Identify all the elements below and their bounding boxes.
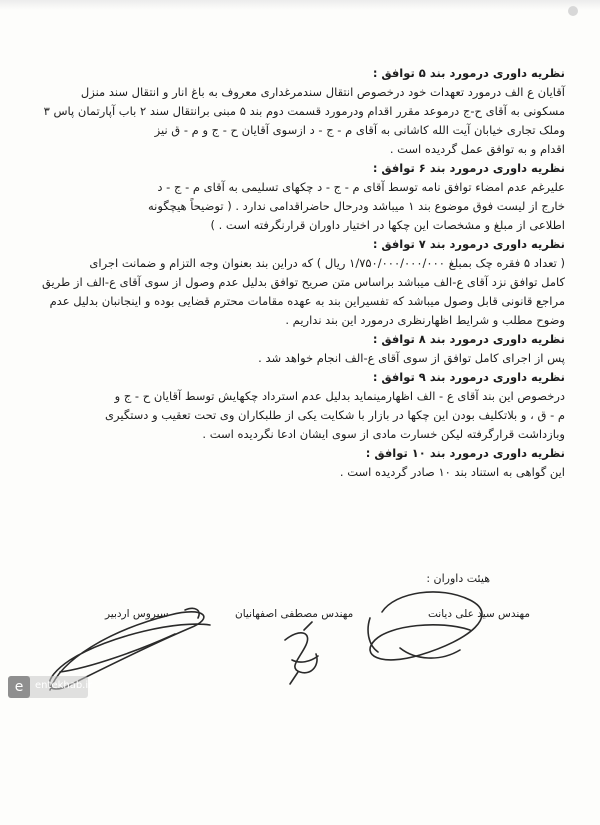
text-line: ( تعداد ۵ فقره چک بمبلغ ۱/۷۵۰/۰۰۰/۰۰۰/۰۰۰ ریال ) که دراین بند بعنوان وجه التزام و ضمانت اجرای [89, 256, 565, 270]
signature-middle [285, 622, 318, 684]
text-line: مسکونی به آقای ح-ج درموعد مقرر اقدام ودرمورد قسمت دوم بند ۵ مبنی برانتقال سند ۲ باب آپارتمان پاس ۳ [43, 104, 565, 118]
signatory-name: مهندس مصطفی اصفهانیان [235, 608, 354, 620]
text-line: کامل توافق نزد آقای ع-الف میباشد براساس متن صریح توافق بدلیل عدم وصول از سوی آقای ع-الف از طریق [41, 275, 565, 289]
section-heading: نظریه داوری درمورد بند ۵ توافق : [372, 66, 565, 80]
section-heading: نظریه داوری درمورد بند ۹ توافق : [372, 370, 565, 384]
section-heading: نظریه داوری درمورد بند ۸ توافق : [372, 332, 565, 346]
section-heading: نظریه داوری درمورد بند ۱۰ توافق : [365, 446, 565, 460]
text-line: م - ق ، و بلاتکلیف بودن این چکها در بازار با شکایت یکی از طلبکاران وی تحت تعقیب و دستگیری [105, 408, 565, 422]
text-line: این گواهی به استناد بند ۱۰ صادر گردیده است . [339, 465, 565, 479]
text-line: آقایان ع الف درمورد تعهدات خود درخصوص انتقال سندمرغداری معروف به باغ انار و انتقال سند منزل [80, 85, 565, 99]
signatory-name: سیروس اردبیر [105, 608, 169, 620]
section-heading: نظریه داوری درمورد بند ۷ توافق : [372, 237, 565, 251]
signature-right [368, 592, 482, 660]
text-line: علیرغم عدم امضاء توافق نامه توسط آقای م - ج - د چکهای تسلیمی به آقای م - ج - د [157, 180, 565, 194]
signatory-name: مهندس سید علی دیانت [428, 608, 530, 620]
text-line: اقدام و به توافق عمل گردیده است . [389, 142, 565, 156]
watermark-text: entekhab.ir [35, 680, 93, 691]
text-line: وملک تجاری خیابان آیت الله کاشانی به آقای م - ج - د ازسوی آقایان ح - ج و م - ق نیز [154, 123, 565, 137]
text-line: وضوح مطلب و شرایط اظهارنظری درمورد این بند نداریم . [285, 313, 565, 327]
text-line: وبازداشت قرارگرفته لیکن خسارت مادی از سوی ایشان ادعا نگردیده است . [202, 427, 565, 441]
watermark-logo-icon: e [8, 676, 30, 698]
text-line: خارج از لیست فوق موضوع بند ۱ میباشد ودرحال حاضراقدامی ندارد . ( توضیحاً هیچگونه [147, 199, 565, 213]
watermark [8, 676, 93, 698]
section-heading: نظریه داوری درمورد بند ۶ توافق : [372, 161, 565, 175]
arbitration-board-label: هیئت داوران : [426, 572, 490, 585]
text-line: پس از اجرای کامل توافق از سوی آقای ع-الف انجام خواهد شد . [258, 351, 565, 365]
text-line: اطلاعی از مبلغ و مشخصات این چکها در اختیار داوران قرارنگرفته است . ) [210, 218, 565, 232]
text-line: درخصوص این بند آقای ع - الف اظهارمینماید بدلیل عدم استرداد چکهایش توسط آقایان ح - ج و [114, 389, 565, 403]
text-line: مراجع قانونی قابل وصول میباشد که تفسیراین بند به عهده مقامات محترم قضایی بوده و اینجانبان بدلیل عدم [49, 294, 565, 308]
